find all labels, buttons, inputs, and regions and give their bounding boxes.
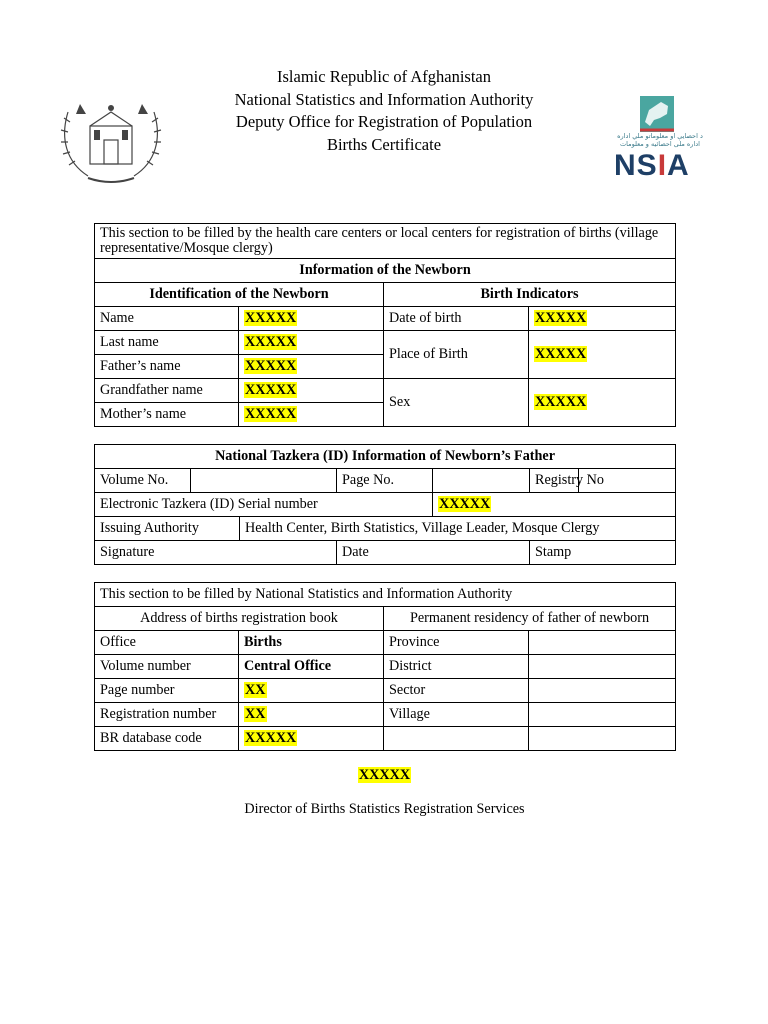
serial-number-value: XXXXX (439, 496, 491, 512)
name-label: Name (95, 307, 239, 331)
pob-value-cell (529, 331, 676, 379)
office-value: Births (239, 631, 384, 655)
pob-label: Place of Birth (384, 331, 529, 379)
document-header (160, 66, 608, 156)
father-value: XXXXX (245, 358, 297, 374)
grandfather-value-cell (239, 379, 384, 403)
volume-number-label: Volume number (95, 655, 239, 679)
sex-value: XXXXX (535, 394, 587, 410)
registry-no-label: Registry No (530, 469, 579, 493)
registration-number-value-cell (239, 703, 384, 727)
empty-cell (529, 727, 676, 751)
address-header: Address of births registration book (95, 607, 384, 631)
province-label: Province (384, 631, 529, 655)
village-value (529, 703, 676, 727)
issuing-authority-value: Health Center, Birth Statistics, Village Leader, Mosque Clergy (240, 517, 676, 541)
director-signature-value: XXXXX (358, 767, 411, 783)
province-value (529, 631, 676, 655)
page-number-label: Page number (95, 679, 239, 703)
header-line-1: Islamic Republic of Afghanistan (277, 67, 491, 86)
pob-value: XXXXX (535, 346, 587, 362)
volume-no-value (191, 469, 337, 493)
newborn-section-intro: This section to be filled by the health care centers or local centers for registration of births (village representative/Mosque clergy) (95, 224, 676, 259)
sex-label: Sex (384, 379, 529, 427)
sex-value-cell (529, 379, 676, 427)
grandfather-value: XXXXX (245, 382, 297, 398)
page-number-value: XX (245, 682, 266, 698)
empty-cell (384, 727, 529, 751)
registration-number-label: Registration number (95, 703, 239, 727)
page-no-label: Page No. (337, 469, 433, 493)
page-no-value (433, 469, 530, 493)
volume-number-value: Central Office (239, 655, 384, 679)
page-number-value-cell (239, 679, 384, 703)
sector-value (529, 679, 676, 703)
nsia-section-table (94, 582, 676, 751)
name-value-cell (239, 307, 384, 331)
father-value-cell (239, 355, 384, 379)
father-label: Father’s name (95, 355, 239, 379)
header-line-2: National Statistics and Information Authority (234, 89, 534, 109)
lastname-value: XXXXX (245, 334, 297, 350)
newborn-section-title: Information of the Newborn (95, 259, 676, 283)
nsia-section-intro: This section to be filled by National Statistics and Information Authority (95, 583, 676, 607)
stamp-label: Stamp (530, 541, 676, 565)
serial-number-value-cell (433, 493, 676, 517)
serial-number-label: Electronic Tazkera (ID) Serial number (95, 493, 433, 517)
volume-no-label: Volume No. (95, 469, 191, 493)
identification-header: Identification of the Newborn (95, 283, 384, 307)
nsia-wordmark: NSIA (614, 149, 690, 182)
dob-value: XXXXX (535, 310, 587, 326)
header-line-4: Births Certificate (326, 134, 442, 154)
br-code-value: XXXXX (245, 730, 297, 746)
nsia-logo (612, 96, 704, 182)
br-code-value-cell (239, 727, 384, 751)
village-label: Village (384, 703, 529, 727)
tazkera-table (94, 444, 676, 565)
signature-label: Signature (95, 541, 337, 565)
nsia-map-icon (640, 96, 674, 132)
office-label: Office (95, 631, 239, 655)
director-title: Director of Births Statistics Registration Services (244, 801, 525, 817)
district-value (529, 655, 676, 679)
registration-number-value: XX (245, 706, 266, 722)
tazkera-title: National Tazkera (ID) Information of Newborn’s Father (95, 445, 676, 469)
afghanistan-emblem-icon (58, 92, 164, 186)
grandfather-label: Grandfather name (95, 379, 239, 403)
mother-value-cell (239, 403, 384, 427)
lastname-label: Last name (95, 331, 239, 355)
mother-value: XXXXX (245, 406, 297, 422)
district-label: District (384, 655, 529, 679)
issuing-authority-label: Issuing Authority (95, 517, 240, 541)
nsia-native-text: د احصایې او معلوماتو ملي اداره اداره ملی احصائیه و معلومات (617, 132, 703, 148)
lastname-value-cell (239, 331, 384, 355)
date-label: Date (337, 541, 530, 565)
sector-label: Sector (384, 679, 529, 703)
dob-value-cell (529, 307, 676, 331)
br-code-label: BR database code (95, 727, 239, 751)
newborn-info-table (94, 223, 676, 427)
dob-label: Date of birth (384, 307, 529, 331)
birth-indicators-header: Birth Indicators (384, 283, 676, 307)
residency-header: Permanent residency of father of newborn (384, 607, 676, 631)
header-line-3: Deputy Office for Registration of Population (235, 112, 533, 131)
name-value: XXXXX (245, 310, 297, 326)
director-signature (94, 767, 675, 784)
mother-label: Mother’s name (95, 403, 239, 427)
